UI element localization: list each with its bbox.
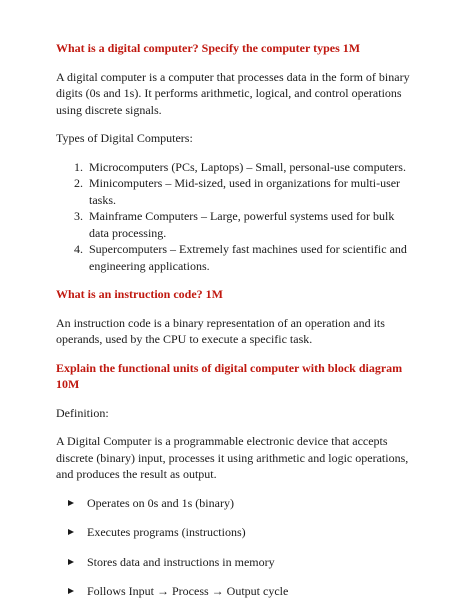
arrow-bullet-icon xyxy=(68,559,74,565)
section-heading-digital-computer: What is a digital computer? Specify the computer types 1M xyxy=(56,41,361,55)
arrow-bullet-icon xyxy=(68,588,74,594)
list-item-text: Operates on 0s and 1s (binary) xyxy=(87,495,234,510)
list-item-text: Executes programs (instructions) xyxy=(87,525,246,539)
list-item: 1. Microcomputers (PCs, Laptops) – Small, personal-use computers. xyxy=(86,159,414,176)
characteristics-list xyxy=(56,495,414,600)
list-item xyxy=(68,583,414,600)
definition-label: Definition: xyxy=(56,405,109,420)
list-item-text: Stores data and instructions in memory xyxy=(87,554,275,569)
section-heading-instruction-code: What is an instruction code? 1M xyxy=(56,287,224,301)
arrow-bullet-icon xyxy=(68,500,74,506)
list-item xyxy=(68,495,414,512)
computer-types-list xyxy=(56,159,414,275)
list-item xyxy=(68,554,414,571)
list-item-text: Follows Input → Process → Output cycle xyxy=(87,584,289,598)
list-item xyxy=(68,524,414,541)
types-label: Types of Digital Computers: xyxy=(56,131,193,145)
paragraph-digital-computer-definition: A digital computer is a computer that processes data in the form of binary digits (0s and 1s). It performs arithmetic, logical, and control operations using discrete signals. xyxy=(56,69,410,117)
paragraph-digital-computer-description: A Digital Computer is a programmable electronic device that accepts discrete (binary) input, processes it using arithmetic and logic operations, and produces the result as output. xyxy=(56,434,409,481)
list-item: 2. Minicomputers – Mid-sized, used in organizations for multi-user tasks. xyxy=(86,175,414,208)
list-item: 4. Supercomputers – Extremely fast machines used for scientific and engineering applications. xyxy=(86,241,414,274)
section-heading-functional-units: Explain the functional units of digital computer with block diagram 10M xyxy=(56,360,403,391)
arrow-bullet-icon xyxy=(68,529,74,535)
paragraph-instruction-code: An instruction code is a binary representation of an operation and its operands, used by the CPU to execute a specific task. xyxy=(56,315,385,346)
list-item: 3. Mainframe Computers – Large, powerful systems used for bulk data processing. xyxy=(86,208,414,241)
